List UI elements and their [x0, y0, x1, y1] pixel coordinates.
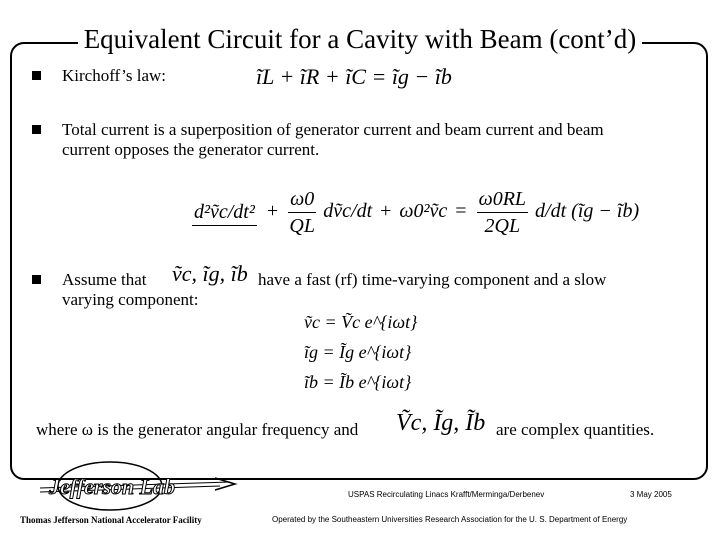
ode-term2-coef: $\frac{\omega 0}{QL}$ — [289, 188, 315, 237]
footer-date: 3 May 2005 — [630, 490, 672, 499]
complex-variables: Ṽc, Ĩg, Ĩb — [396, 410, 486, 436]
phasor-ib: ĩb = Ĩb e^{iωt} — [304, 372, 412, 392]
footer-org: Thomas Jefferson National Accelerator Facility — [20, 515, 202, 525]
ode-rhs-deriv: d/dt — [535, 200, 567, 223]
slide-title: Equivalent Circuit for a Cavity with Beam (cont’d) — [0, 22, 720, 56]
bullet-text-mid: have a fast (rf) time-varying component and a slow — [258, 270, 607, 289]
ode-rhs-paren: (ĩg − ĩb) — [571, 200, 640, 223]
where-suffix: are complex quantities. — [496, 420, 655, 439]
kirchoff-equation: ĩL + ĩR + ĩC = ĩg − ĩb — [256, 64, 452, 89]
assume-variables: ṽc, ĩg, ĩb — [172, 261, 248, 286]
ode-term3: ω0²ṽc — [399, 200, 448, 223]
ode-equation: d²ṽc/dt² + $\frac{\omega 0}{QL}$ dṽc/dt + ω0²ṽc = $\frac{\omega 0RL}{2QL}$ d/dt (ĩg − ĩb) — [194, 188, 640, 237]
bullet-text: Total current is a superposition of generator current and beam current and beam — [62, 120, 604, 139]
footer-course: USPAS Recirculating Linacs Krafft/Merminga/Derbenev — [348, 490, 545, 499]
ode-term1: d²ṽc/dt² — [192, 199, 257, 226]
svg-text:Jefferson Lab: Jefferson Lab — [48, 474, 176, 499]
phasor-vc: ṽc = Ṽc e^{iωt} — [304, 312, 418, 332]
bullet-text: Assume that — [62, 270, 147, 289]
slide-frame — [10, 42, 708, 480]
bullet-text-cont: varying component: — [62, 290, 199, 309]
jefferson-lab-logo — [40, 458, 240, 518]
bullet-marker — [32, 125, 41, 134]
footer-operated: Operated by the Southeastern Universities Research Association for the U. S. Department of Energy — [272, 515, 628, 524]
ode-rhs-coef: $\frac{\omega 0RL}{2QL}$ — [478, 188, 527, 237]
bullet-text: Kirchoff’s law: — [62, 66, 167, 85]
bullet-marker — [32, 275, 41, 284]
ode-term2-deriv: dṽc/dt — [323, 200, 373, 223]
bullet-text-cont: current opposes the generator current. — [62, 140, 320, 159]
where-text: where ω is the generator angular frequency and — [36, 420, 359, 439]
phasor-ig: ĩg = Ĩg e^{iωt} — [304, 342, 412, 362]
bullet-marker — [32, 71, 41, 80]
